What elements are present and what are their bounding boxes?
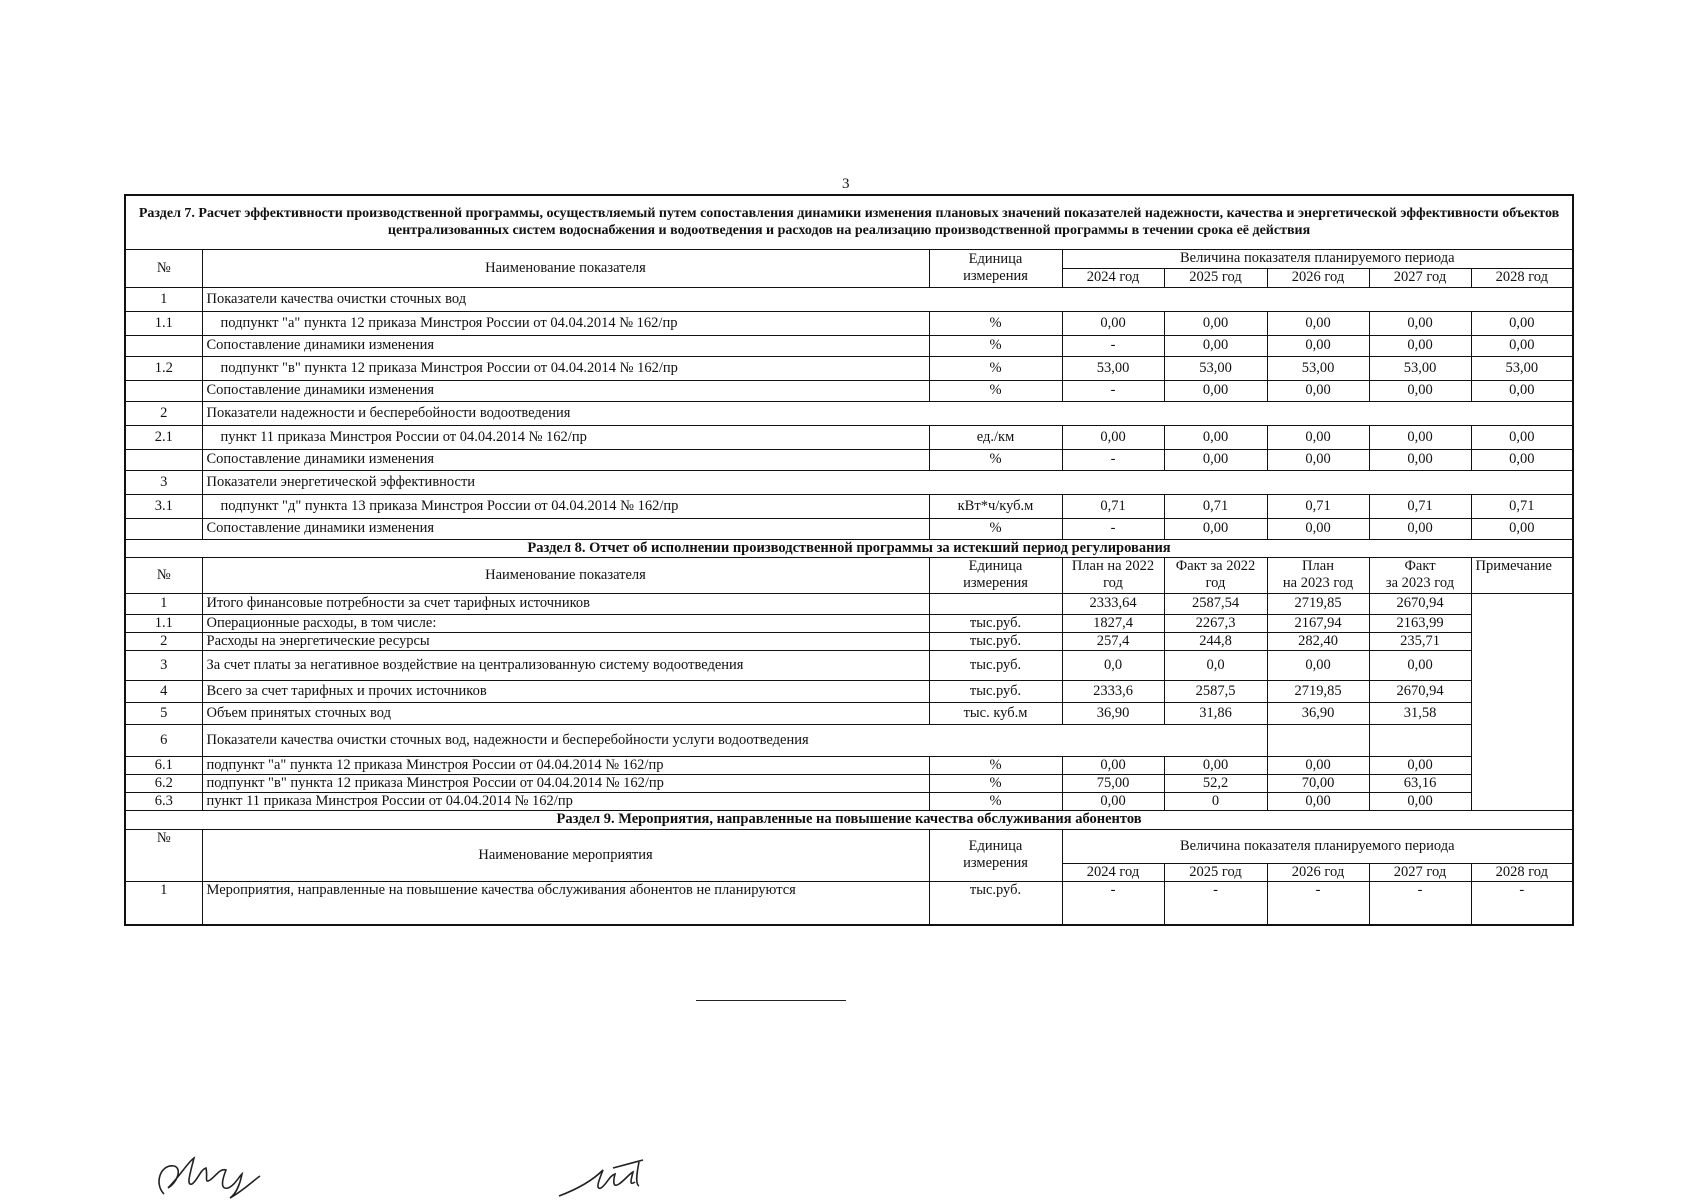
table-row [125,881,1573,925]
section9-title-row [125,810,1573,829]
header-line: Единица [968,558,1023,574]
value-cell: 0,00 [1471,335,1573,356]
column-header-year: 2026 год [1267,268,1369,287]
group-title: Показатели энергетической эффективности [202,470,1573,494]
unit-cell: % [929,518,1062,539]
indicator-name: Сопоставление динамики изменения [202,518,929,539]
value-cell: - [1267,881,1369,925]
column-header-unit [929,829,1062,881]
section8-title: Раздел 8. Отчет об исполнении производственной программы за истекший период регулирования [125,539,1573,557]
table-row [125,518,1573,539]
table-row [125,632,1573,650]
value-cell: 2333,64 [1062,593,1164,614]
row-number: 3 [125,650,202,680]
column-header-name: Наименование показателя [202,249,929,287]
value-cell: 235,71 [1369,632,1471,650]
value-cell: 2163,99 [1369,614,1471,632]
value-cell: - [1062,335,1164,356]
unit-cell: тыс.руб. [929,881,1062,925]
header-line: год [1205,575,1226,591]
unit-cell: кВт*ч/куб.м [929,494,1062,518]
value-cell: 0,00 [1062,756,1164,774]
table-row [125,494,1573,518]
value-cell: 2267,3 [1164,614,1267,632]
unit-cell [929,593,1062,614]
value-cell: 53,00 [1369,356,1471,380]
row-number [125,380,202,401]
unit-cell: тыс. куб.м [929,702,1062,724]
signature-right [555,1150,655,1200]
activity-name: Мероприятия, направленные на повышение качества обслуживания абонентов не планируются [202,881,929,925]
value-cell: 0,0 [1164,650,1267,680]
table-row [125,425,1573,449]
value-cell: 2587,54 [1164,593,1267,614]
column-header-num: № [125,829,202,881]
value-cell: - [1062,449,1164,470]
value-cell: 0,71 [1164,494,1267,518]
unit-cell: % [929,449,1062,470]
value-cell: 0,00 [1369,311,1471,335]
row-number: 1 [125,287,202,311]
value-cell: 0,00 [1369,449,1471,470]
unit-cell: % [929,335,1062,356]
value-cell: 0,00 [1471,518,1573,539]
table-group-row [125,401,1573,425]
table-row [125,614,1573,632]
indicator-name: Сопоставление динамики изменения [202,380,929,401]
indicator-name: подпункт "в" пункта 12 приказа Минстроя России от 04.04.2014 № 162/пр [202,774,929,792]
value-cell: 53,00 [1062,356,1164,380]
footer-divider [696,1000,846,1001]
section7-title: Раздел 7. Расчет эффективности производственной программы, осуществляемый путем сопоставления динамики изменения плановых значений показателей надежности, качества и энергетической эффективности объектов централизованных систем водоснабжения и водоотведения и расходов на реализацию производственной программы в течении срока её действия [125,195,1573,249]
section8-title-row [125,539,1573,557]
column-header-year: 2027 год [1369,268,1471,287]
group-title: Показатели качества очистки сточных вод, надежности и бесперебойности услуги водоотведения [202,724,1267,756]
row-number: 6.2 [125,774,202,792]
table-group-row [125,287,1573,311]
row-number: 1.1 [125,311,202,335]
value-cell: 63,16 [1369,774,1471,792]
indicator-name: Операционные расходы, в том числе: [202,614,929,632]
row-number: 6 [125,724,202,756]
column-header-unit [929,557,1062,593]
value-cell: 2587,5 [1164,680,1267,702]
indicator-name: Сопоставление динамики изменения [202,335,929,356]
indicator-name: подпункт "а" пункта 12 приказа Минстроя России от 04.04.2014 № 162/пр [202,311,929,335]
row-number: 2 [125,632,202,650]
header-line: измерения [963,268,1028,284]
unit-cell: тыс.руб. [929,650,1062,680]
value-cell: 0,00 [1471,311,1573,335]
table-row [125,593,1573,614]
value-cell: - [1062,881,1164,925]
row-number: 1 [125,881,202,925]
section8-header-row [125,557,1573,593]
indicator-name: Всего за счет тарифных и прочих источников [202,680,929,702]
indicator-name: Объем принятых сточных вод [202,702,929,724]
header-line: Факт [1404,558,1436,574]
unit-cell: ед./км [929,425,1062,449]
indicator-name: пункт 11 приказа Минстроя России от 04.04.2014 № 162/пр [202,425,929,449]
value-cell: 0,00 [1471,425,1573,449]
value-cell: 53,00 [1267,356,1369,380]
empty-cell [1369,724,1471,756]
value-cell: 2167,94 [1267,614,1369,632]
indicator-name: За счет платы за негативное воздействие на централизованную систему водоотведения [202,650,929,680]
value-cell: 2670,94 [1369,680,1471,702]
value-cell: 75,00 [1062,774,1164,792]
value-cell: 0,0 [1062,650,1164,680]
value-cell: 36,90 [1062,702,1164,724]
unit-cell: тыс.руб. [929,680,1062,702]
value-cell: 0,00 [1164,311,1267,335]
page-number: 3 [842,176,850,192]
header-line: Единица [968,251,1023,267]
header-line: Единица [968,838,1023,854]
header-line: Факт за 2022 [1175,558,1256,574]
row-number: 1.1 [125,614,202,632]
row-number: 3 [125,470,202,494]
table-row [125,792,1573,810]
row-number: 6.3 [125,792,202,810]
column-header-name: Наименование показателя [202,557,929,593]
indicator-name: пункт 11 приказа Минстроя России от 04.04.2014 № 162/пр [202,792,929,810]
section7-title-row [125,195,1573,249]
indicator-name: подпункт "д" пункта 13 приказа Минстроя России от 04.04.2014 № 162/пр [202,494,929,518]
value-cell: 257,4 [1062,632,1164,650]
signature-left [150,1150,265,1200]
column-header-year: 2028 год [1471,268,1573,287]
unit-cell: % [929,380,1062,401]
section9-title: Раздел 9. Мероприятия, направленные на повышение качества обслуживания абонентов [125,810,1573,829]
column-header-unit [929,249,1062,287]
value-cell: 0,00 [1267,449,1369,470]
column-header-period: Величина показателя планируемого периода [1062,249,1573,268]
value-cell: 0 [1164,792,1267,810]
value-cell: 0,71 [1471,494,1573,518]
column-header-year: 2027 год [1369,863,1471,881]
table-group-row [125,470,1573,494]
row-number: 1.2 [125,356,202,380]
table-row [125,756,1573,774]
row-number: 1 [125,593,202,614]
column-header-year: 2025 год [1164,863,1267,881]
value-cell: 2333,6 [1062,680,1164,702]
row-number [125,449,202,470]
value-cell: 0,00 [1062,792,1164,810]
value-cell: 2670,94 [1369,593,1471,614]
header-line: за 2023 год [1385,575,1455,591]
value-cell: - [1471,881,1573,925]
value-cell: 52,2 [1164,774,1267,792]
header-line: год [1103,575,1123,591]
value-cell: 31,58 [1369,702,1471,724]
column-header-year: 2028 год [1471,863,1573,881]
value-cell: 2719,85 [1267,593,1369,614]
row-number: 3.1 [125,494,202,518]
value-cell: 0,00 [1267,311,1369,335]
table-row [125,702,1573,724]
value-cell: 31,86 [1164,702,1267,724]
column-header-fact-2023 [1369,557,1471,593]
note-cell [1471,593,1573,810]
value-cell: 0,00 [1267,425,1369,449]
unit-cell: % [929,311,1062,335]
value-cell: 0,00 [1062,311,1164,335]
column-header-note: Примечание [1471,557,1573,593]
column-header-plan-2023 [1267,557,1369,593]
table-row [125,380,1573,401]
column-header-year: 2024 год [1062,863,1164,881]
unit-cell: % [929,756,1062,774]
value-cell: 53,00 [1471,356,1573,380]
column-header-fact-2022 [1164,557,1267,593]
value-cell: 0,00 [1369,792,1471,810]
table-row [125,650,1573,680]
value-cell: 0,71 [1267,494,1369,518]
unit-cell: тыс.руб. [929,614,1062,632]
production-program-table [124,194,1574,926]
unit-cell: % [929,774,1062,792]
value-cell: 53,00 [1164,356,1267,380]
indicator-name: Сопоставление динамики изменения [202,449,929,470]
section9-header-row [125,829,1573,863]
value-cell: 0,00 [1267,756,1369,774]
indicator-name: подпункт "а" пункта 12 приказа Минстроя России от 04.04.2014 № 162/пр [202,756,929,774]
column-header-num: № [125,557,202,593]
section7-header-row [125,249,1573,268]
column-header-year: 2024 год [1062,268,1164,287]
header-line: План на 2022 [1071,558,1155,574]
value-cell: 0,00 [1267,335,1369,356]
header-line: на 2023 год [1282,575,1354,591]
value-cell: 0,71 [1062,494,1164,518]
indicator-name: подпункт "в" пункта 12 приказа Минстроя России от 04.04.2014 № 162/пр [202,356,929,380]
table-row [125,335,1573,356]
table-row [125,356,1573,380]
value-cell: 0,00 [1267,792,1369,810]
value-cell: 0,00 [1369,380,1471,401]
header-line: План [1302,558,1334,574]
value-cell: - [1369,881,1471,925]
indicator-name: Расходы на энергетические ресурсы [202,632,929,650]
value-cell: 0,00 [1164,425,1267,449]
row-number: 2.1 [125,425,202,449]
unit-cell: % [929,792,1062,810]
value-cell: 282,40 [1267,632,1369,650]
column-header-plan-2022 [1062,557,1164,593]
value-cell: 70,00 [1267,774,1369,792]
row-number [125,518,202,539]
value-cell: 0,00 [1369,335,1471,356]
column-header-name: Наименование мероприятия [202,829,929,881]
row-number [125,335,202,356]
group-title: Показатели надежности и бесперебойности водоотведения [202,401,1573,425]
header-line: измерения [963,575,1028,591]
value-cell: 0,00 [1369,425,1471,449]
value-cell: 0,00 [1164,756,1267,774]
column-header-year: 2025 год [1164,268,1267,287]
column-header-period: Величина показателя планируемого периода [1062,829,1573,863]
value-cell: 0,00 [1471,380,1573,401]
value-cell: 0,00 [1369,518,1471,539]
value-cell: - [1062,518,1164,539]
row-number: 5 [125,702,202,724]
row-number: 4 [125,680,202,702]
table-group-row [125,724,1573,756]
header-line: измерения [963,855,1028,871]
table-row [125,449,1573,470]
value-cell: 0,00 [1164,380,1267,401]
indicator-name: Итого финансовые потребности за счет тарифных источников [202,593,929,614]
empty-cell [1267,724,1369,756]
column-header-num: № [125,249,202,287]
value-cell: 1827,4 [1062,614,1164,632]
value-cell: 2719,85 [1267,680,1369,702]
value-cell: 0,00 [1164,518,1267,539]
value-cell: 0,00 [1164,449,1267,470]
unit-cell: % [929,356,1062,380]
table-row [125,680,1573,702]
value-cell: 36,90 [1267,702,1369,724]
value-cell: 0,00 [1267,380,1369,401]
value-cell: - [1062,380,1164,401]
value-cell: - [1164,881,1267,925]
group-title: Показатели качества очистки сточных вод [202,287,1573,311]
value-cell: 0,00 [1471,449,1573,470]
value-cell: 0,00 [1369,756,1471,774]
value-cell: 244,8 [1164,632,1267,650]
table-row [125,311,1573,335]
row-number: 2 [125,401,202,425]
table-row [125,774,1573,792]
unit-cell: тыс.руб. [929,632,1062,650]
value-cell: 0,71 [1369,494,1471,518]
row-number: 6.1 [125,756,202,774]
value-cell: 0,00 [1267,650,1369,680]
value-cell: 0,00 [1062,425,1164,449]
value-cell: 0,00 [1369,650,1471,680]
value-cell: 0,00 [1267,518,1369,539]
column-header-year: 2026 год [1267,863,1369,881]
value-cell: 0,00 [1164,335,1267,356]
